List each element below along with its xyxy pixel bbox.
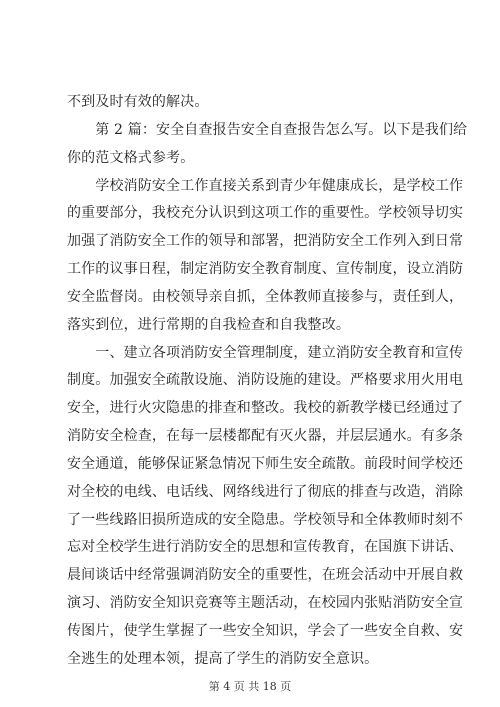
text-line: 演习、消防安全知识竞赛等主题活动，在校园内张贴消防安全宣: [67, 595, 464, 611]
text-line: 一、建立各项消防安全管理制度，建立消防安全教育和宣传: [67, 345, 464, 361]
text-line: 传图片，使学生掌握了一些安全知识，学会了一些安全自救、安: [67, 623, 464, 639]
text-line: 安全通道，能够保证紧急情况下师生安全疏散。前段时间学校还: [67, 456, 464, 472]
text-line: 你的范文格式参考。: [67, 150, 195, 166]
text-line: 不到及时有效的解决。: [67, 94, 209, 110]
text-line: 的重要部分，我校充分认识到这项工作的重要性。学校领导切实: [67, 205, 464, 221]
text-line: 学校消防安全工作直接关系到青少年健康成长，是学校工作: [67, 178, 464, 194]
text-line: 全逃生的处理本领，提高了学生的消防安全意识。: [67, 651, 379, 667]
text-line: 落实到位，进行常期的自我检查和自我整改。: [67, 317, 350, 333]
text-line: 制度。加强安全疏散设施、消防设施的建设。严格要求用火用电: [67, 372, 464, 388]
page-footer: 第 4 页 共 18 页: [208, 680, 292, 693]
text-line: 安全，进行火灾隐患的排查和整改。我校的新教学楼已经通过了: [67, 400, 464, 416]
text-line: 消防安全检查，在每一层楼都配有灭火器，并层层通水。有多条: [67, 428, 464, 444]
text-line: 忘对全校学生进行消防安全的思想和宣传教育，在国旗下讲话、: [67, 539, 464, 555]
text-line: 了一些线路旧损所造成的安全隐患。学校领导和全体教师时刻不: [67, 512, 464, 528]
text-line: 加强了消防安全工作的领导和部署，把消防安全工作列入到日常: [67, 233, 464, 249]
text-line: 第 2 篇：安全自查报告安全自查报告怎么写。以下是我们给: [67, 122, 468, 138]
text-line: 晨间谈话中经常强调消防安全的重要性，在班会活动中开展自救: [67, 567, 464, 583]
text-line: 工作的议事日程，制定消防安全教育制度、宣传制度，设立消防: [67, 261, 464, 277]
text-line: 对全校的电线、电话线、网络线进行了彻底的排查与改造，消除: [67, 484, 464, 500]
text-line: 安全监督岗。由校领导亲自抓，全体教师直接参与，责任到人，: [67, 289, 464, 305]
